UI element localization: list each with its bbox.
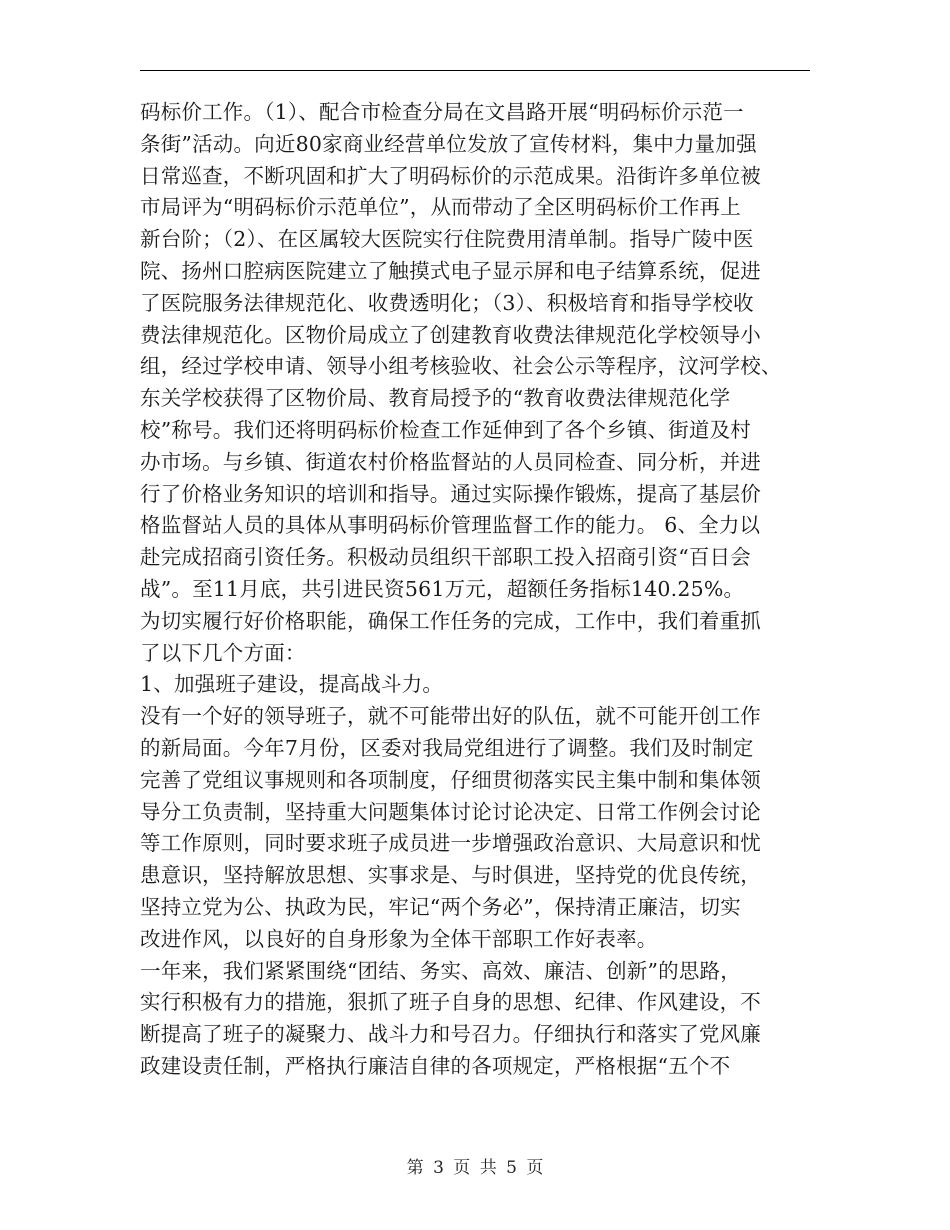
text-line: 组，经过学校申请、领导小组考核验收、社会公示等程序，汶河学校、 bbox=[140, 354, 782, 379]
text-line: 没有一个好的领导班子，就不可能带出好的队伍，就不可能开创工作 bbox=[140, 704, 761, 729]
text-line: 格监督站人员的具体从事明码标价管理监督工作的能力。 6、全力以 bbox=[140, 513, 761, 538]
text-line: 东关学校获得了区物价局、教育局授予的“教育收费法律规范化学 bbox=[140, 386, 731, 411]
text-line: 了医院服务法律规范化、收费透明化；（3）、积极培育和指导学校收 bbox=[140, 290, 754, 315]
text-line: 政建设责任制，严格执行廉洁自律的各项规定，严格根据“五个不 bbox=[140, 1053, 731, 1078]
text-line: 为切实履行好价格职能，确保工作任务的完成，工作中，我们着重抓 bbox=[140, 608, 761, 633]
text-line: 坚持立党为公、执政为民，牢记“两个务必”，保持清正廉洁，切实 bbox=[140, 894, 741, 919]
text-line: 费法律规范化。区物价局成立了创建教育收费法律规范化学校领导小 bbox=[140, 322, 761, 347]
document-body bbox=[140, 97, 810, 1083]
text-line: 校”称号。我们还将明码标价检查工作延伸到了各个乡镇、街道及村 bbox=[140, 417, 751, 442]
text-line: 院、扬州口腔病医院建立了触摸式电子显示屏和电子结算系统，促进 bbox=[140, 258, 761, 283]
text-line: 办市场。与乡镇、街道农村价格监督站的人员同检查、同分析，并进 bbox=[140, 449, 761, 474]
text-line: 患意识，坚持解放思想、实事求是、与时俱进，坚持党的优良传统， bbox=[140, 863, 761, 888]
text-line: 断提高了班子的凝聚力、战斗力和号召力。仔细执行和落实了党风廉 bbox=[140, 1022, 761, 1047]
section-heading: 1、加强班子建设，提高战斗力。 bbox=[140, 672, 444, 697]
text-line: 码标价工作。（1）、配合市检查分局在文昌路开展“明码标价示范一 bbox=[140, 100, 744, 124]
text-line: 市局评为“明码标价示范单位”，从而带动了全区明码标价工作再上 bbox=[140, 195, 741, 220]
text-line: 完善了党组议事规则和各项制度，仔细贯彻落实民主集中制和集体领 bbox=[140, 767, 761, 792]
text-line: 条街”活动。向近80家商业经营单位发放了宣传材料，集中力量加强 bbox=[140, 131, 757, 156]
text-line: 新台阶；（2）、在区属较大医院实行住院费用清单制。指导广陵中医 bbox=[140, 227, 754, 252]
header-rule bbox=[140, 70, 810, 71]
text-line: 改进作风，以良好的自身形象为全体干部职工作好表率。 bbox=[140, 926, 658, 951]
text-line: 的新局面。今年7月份，区委对我局党组进行了调整。我们及时制定 bbox=[140, 735, 754, 760]
text-line: 一年来，我们紧紧围绕“团结、务实、高效、廉洁、创新”的思路， bbox=[140, 958, 741, 983]
text-line: 等工作原则，同时要求班子成员进一步增强政治意识、大局意识和忧 bbox=[140, 831, 761, 856]
text-line: 战”。至11月底，共引进民资561万元，超额任务指标140.25%。 bbox=[140, 576, 745, 601]
text-line: 赴完成招商引资任务。积极动员组织干部职工投入招商引资“百日会 bbox=[140, 545, 751, 570]
text-line: 了以下几个方面： bbox=[140, 640, 306, 665]
text-line: 行了价格业务知识的培训和指导。通过实际操作锻炼，提高了基层价 bbox=[140, 481, 761, 506]
text-line: 实行积极有力的措施，狠抓了班子自身的思想、纪律、作风建设，不 bbox=[140, 990, 761, 1015]
page-footer: 第 3 页 共 5 页 bbox=[406, 1158, 544, 1178]
text-line: 日常巡查，不断巩固和扩大了明码标价的示范成果。沿街许多单位被 bbox=[140, 163, 761, 188]
text-line: 导分工负责制，坚持重大问题集体讨论讨论决定、日常工作例会讨论 bbox=[140, 799, 761, 824]
